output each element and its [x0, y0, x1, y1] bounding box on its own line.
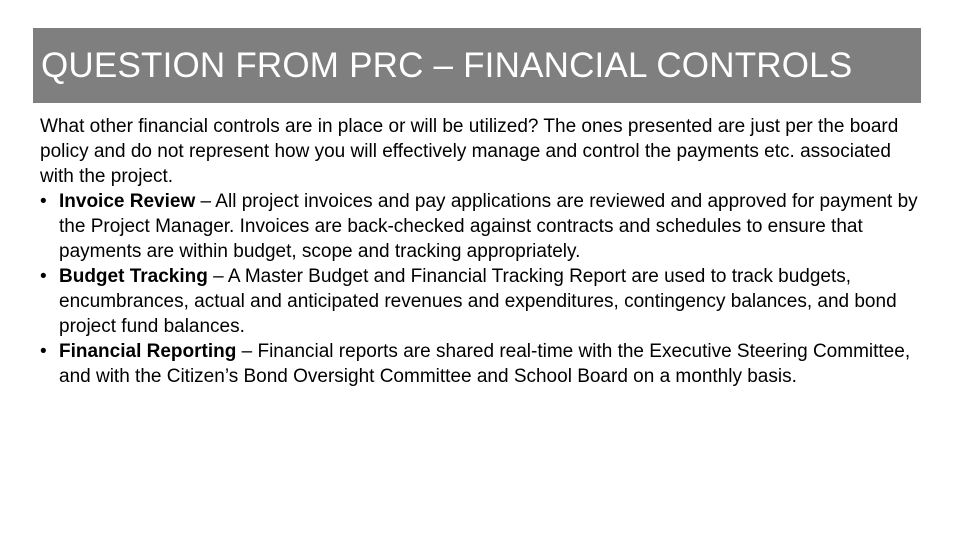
bullet-invoice-review	[40, 189, 920, 264]
bullet-text: – All project invoices and pay applications are reviewed and approved for payment by the Project Manager. Invoices are back-checked against contracts and schedules to ensure that payments are within budget, scope and tracking appropriately.	[59, 191, 918, 262]
bullet-title: Budget Tracking	[59, 266, 208, 287]
bullet-dot-icon: •	[40, 266, 47, 287]
bullet-dot-icon: •	[40, 191, 47, 212]
bullet-budget-tracking	[40, 264, 920, 339]
bullet-title: Invoice Review	[59, 191, 196, 212]
bullet-list	[40, 189, 920, 389]
bullet-text: – A Master Budget and Financial Tracking Report are used to track budgets, encumbrances, actual and anticipated revenues and expenditures, contingency balances, and bond project fund balances.	[59, 266, 897, 337]
bullet-text: – Financial reports are shared real-time with the Executive Steering Committee, and with the Citizen’s Bond Oversight Committee and School Board on a monthly basis.	[59, 341, 911, 387]
title-bar	[33, 28, 921, 103]
intro-paragraph: What other financial controls are in place or will be utilized? The ones presented are just per the board policy and do not represent how you will effectively manage and control the payments etc. associated with the project.	[40, 116, 899, 187]
slide-body	[40, 114, 920, 389]
bullet-title: Financial Reporting	[59, 341, 237, 362]
bullet-dot-icon: •	[40, 341, 47, 362]
bullet-financial-reporting	[40, 339, 920, 389]
slide-title: QUESTION FROM PRC – FINANCIAL CONTROLS	[41, 46, 853, 85]
